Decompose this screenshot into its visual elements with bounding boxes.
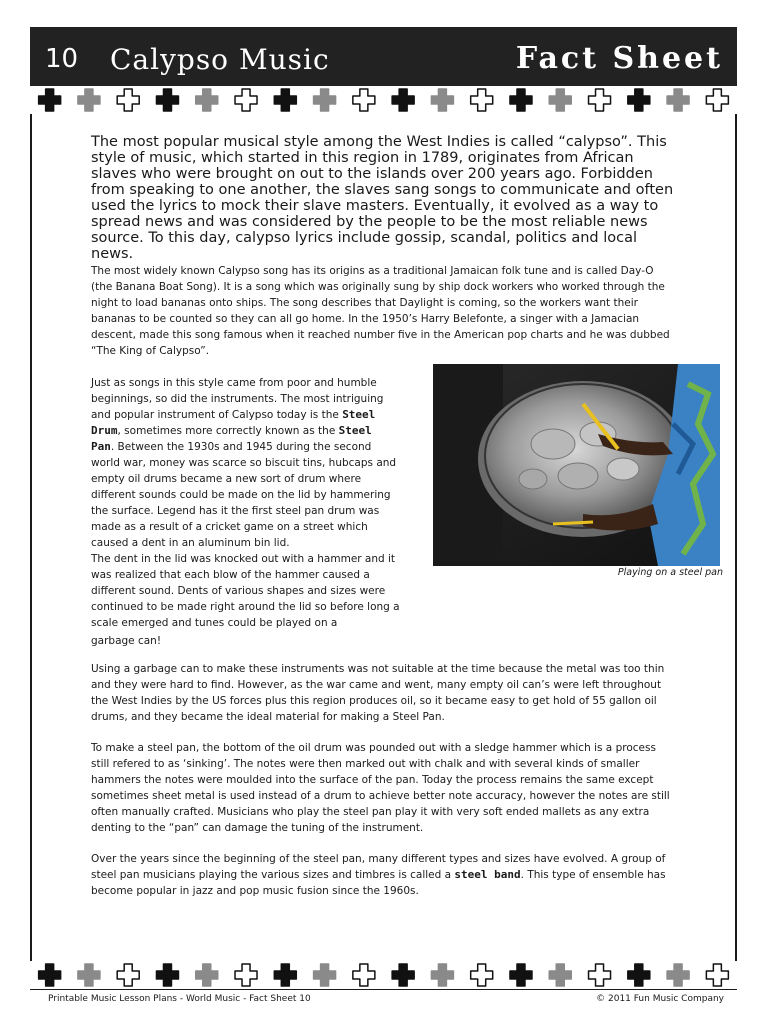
photo-caption: Playing on a steel pan xyxy=(617,567,723,578)
intro-text: The most popular musical style among the West Indies is called “calypso”. This style of music, which started in this region in 1789, originates from African slaves who were brought on out to the islands over 200 years ago. Forbidden from speaking to one another, the slaves sang songs to communicate and often used the lyrics to mock their slave masters. Eventually, it evolved as a way to spread news and was considered by the people to be the most reliable news source. To this day, calypso lyrics include gossip, scandal, politics and local news. xyxy=(91,134,674,262)
cross-ornament-icon xyxy=(589,964,611,986)
cross-ornament-icon xyxy=(274,89,296,111)
footer-left-text: Printable Music Lesson Plans - World Music - Fact Sheet 10 xyxy=(48,994,311,1004)
intro-paragraph xyxy=(91,134,674,262)
cross-ornament-icon xyxy=(667,89,689,111)
page-number: 10 xyxy=(45,44,79,74)
cross-ornament-icon xyxy=(589,89,611,111)
cross-ornament-icon xyxy=(314,89,336,111)
cross-ornament-icon xyxy=(156,89,178,111)
steel-band-term: steel band xyxy=(454,868,521,881)
cross-ornament-icon xyxy=(196,964,218,986)
paragraph-2-text-e: garbage can! xyxy=(91,635,162,647)
paragraph-3-text: Using a garbage can to make these instruments was not suitable at the time because the metal was too thin and they were hard to find. However, as the war came and went, many empty oil can’s were left throughout the West Indies by the US forces plus this region produces oil, so it became easy to get hold of 55 gallon oil drums, and they became the ideal material for making a Steel Pan. xyxy=(91,663,665,723)
paragraph-2-text-b: , sometimes more correctly known as the xyxy=(117,425,339,437)
cross-ornament-icon xyxy=(549,89,571,111)
cross-ornament-icon xyxy=(235,964,257,986)
cross-ornament-icon xyxy=(706,89,728,111)
cross-ornament-icon xyxy=(471,964,493,986)
cross-ornament-icon xyxy=(471,89,493,111)
paragraph-4-text: To make a steel pan, the bottom of the oil drum was pounded out with a sledge hammer which is a process still refered to as ‘sinking’. The notes were then marked out with chalk and with several kinds of smaller hammers the notes were moulded into the surface of the pan. Today the process remains the same except sometimes sheet metal is used instead of a drum to achieve better note accuracy, however the notes are still often manually crafted. Musicians who play the steel pan play it with very soft ended mallets as any extra denting to the “pan” can damage the tuning of the instrument. xyxy=(91,742,670,834)
steel-band-paragraph xyxy=(91,851,676,899)
cross-ornament-icon xyxy=(353,89,375,111)
cross-ornament-icon xyxy=(314,964,336,986)
cross-ornament-icon xyxy=(39,964,61,986)
cross-ornament-icon xyxy=(510,964,532,986)
steel-drum-term: Steel Drum xyxy=(91,408,376,437)
steel-pan-photo xyxy=(433,364,720,566)
cross-ornament-icon xyxy=(78,89,100,111)
cross-ornament-icon xyxy=(39,89,61,111)
page-title: Calypso Music xyxy=(110,43,330,76)
cross-ornament-icon xyxy=(78,964,100,986)
cross-ornament-icon xyxy=(392,964,414,986)
decorative-cross-border-top xyxy=(30,86,737,114)
footer-copyright: © 2011 Fun Music Company xyxy=(596,994,724,1004)
cross-ornament-icon xyxy=(667,964,689,986)
cross-ornament-icon xyxy=(274,964,296,986)
cross-ornament-icon xyxy=(706,964,728,986)
paragraph-2-text-a: Just as songs in this style came from poor and humble beginnings, so did the instruments. The most intriguing and popular instrument of Calypso today is the xyxy=(91,377,384,421)
cross-ornament-icon xyxy=(156,964,178,986)
cross-ornament-icon xyxy=(510,89,532,111)
paragraph-2-text-d: The dent in the lid was knocked out with a hammer and it was realized that each blow of the hammer caused a different sound. Dents of various shapes and sizes were continued to be made right around the lid so before long a scale emerged and tunes could be played on a xyxy=(91,553,400,629)
cross-ornament-icon xyxy=(628,89,650,111)
page-header xyxy=(30,27,737,87)
garbage-can-paragraph xyxy=(91,661,676,725)
cross-ornament-icon xyxy=(117,89,139,111)
making-steel-pan-paragraph xyxy=(91,740,676,836)
fact-sheet-badge: Fact Sheet xyxy=(515,41,723,76)
day-o-paragraph xyxy=(91,263,676,359)
paragraph-1-text: The most widely known Calypso song has its origins as a traditional Jamaican folk tune and is called Day-O (the Banana Boat Song). It is a song which was originally sung by ship dock workers who worked through the night to load bananas onto ships. The song describes that Daylight is coming, so the workers want their bananas to be counted so they can all go home. In the 1950’s Harry Belefonte, a singer with a Jamacian descent, made this song famous when it reached number five in the American pop charts and he was dubbed “The King of Calypso”. xyxy=(91,265,670,357)
steel-drum-paragraph xyxy=(91,375,401,649)
cross-ornament-icon xyxy=(549,964,571,986)
cross-ornament-icon xyxy=(117,964,139,986)
cross-ornament-icon xyxy=(196,89,218,111)
decorative-cross-border-bottom xyxy=(30,961,737,989)
cross-ornament-icon xyxy=(431,89,453,111)
paragraph-5-text-a: Over the years since the beginning of the steel pan, many different types and sizes have evolved. A group of steel pan musicians playing the various sizes and timbres is called a xyxy=(91,853,666,881)
paragraph-5-text-b: . This type of ensemble has become popular in jazz and pop music fusion since the 1960s. xyxy=(91,869,666,897)
steel-pan-term: Steel Pan xyxy=(91,424,372,453)
cross-ornament-icon xyxy=(392,89,414,111)
cross-ornament-icon xyxy=(628,964,650,986)
paragraph-2-text-c: . Between the 1930s and 1945 during the second world war, money was scarce so biscuit tins, hubcaps and empty oil drums became a new sort of drum where different sounds could be made on the lid by hammering the surface. Legend has it the first steel pan drum was made as a result of a cricket game on a street which caused a dent in an aluminum bin lid. xyxy=(91,441,397,549)
cross-ornament-icon xyxy=(353,964,375,986)
cross-ornament-icon xyxy=(235,89,257,111)
cross-ornament-icon xyxy=(431,964,453,986)
